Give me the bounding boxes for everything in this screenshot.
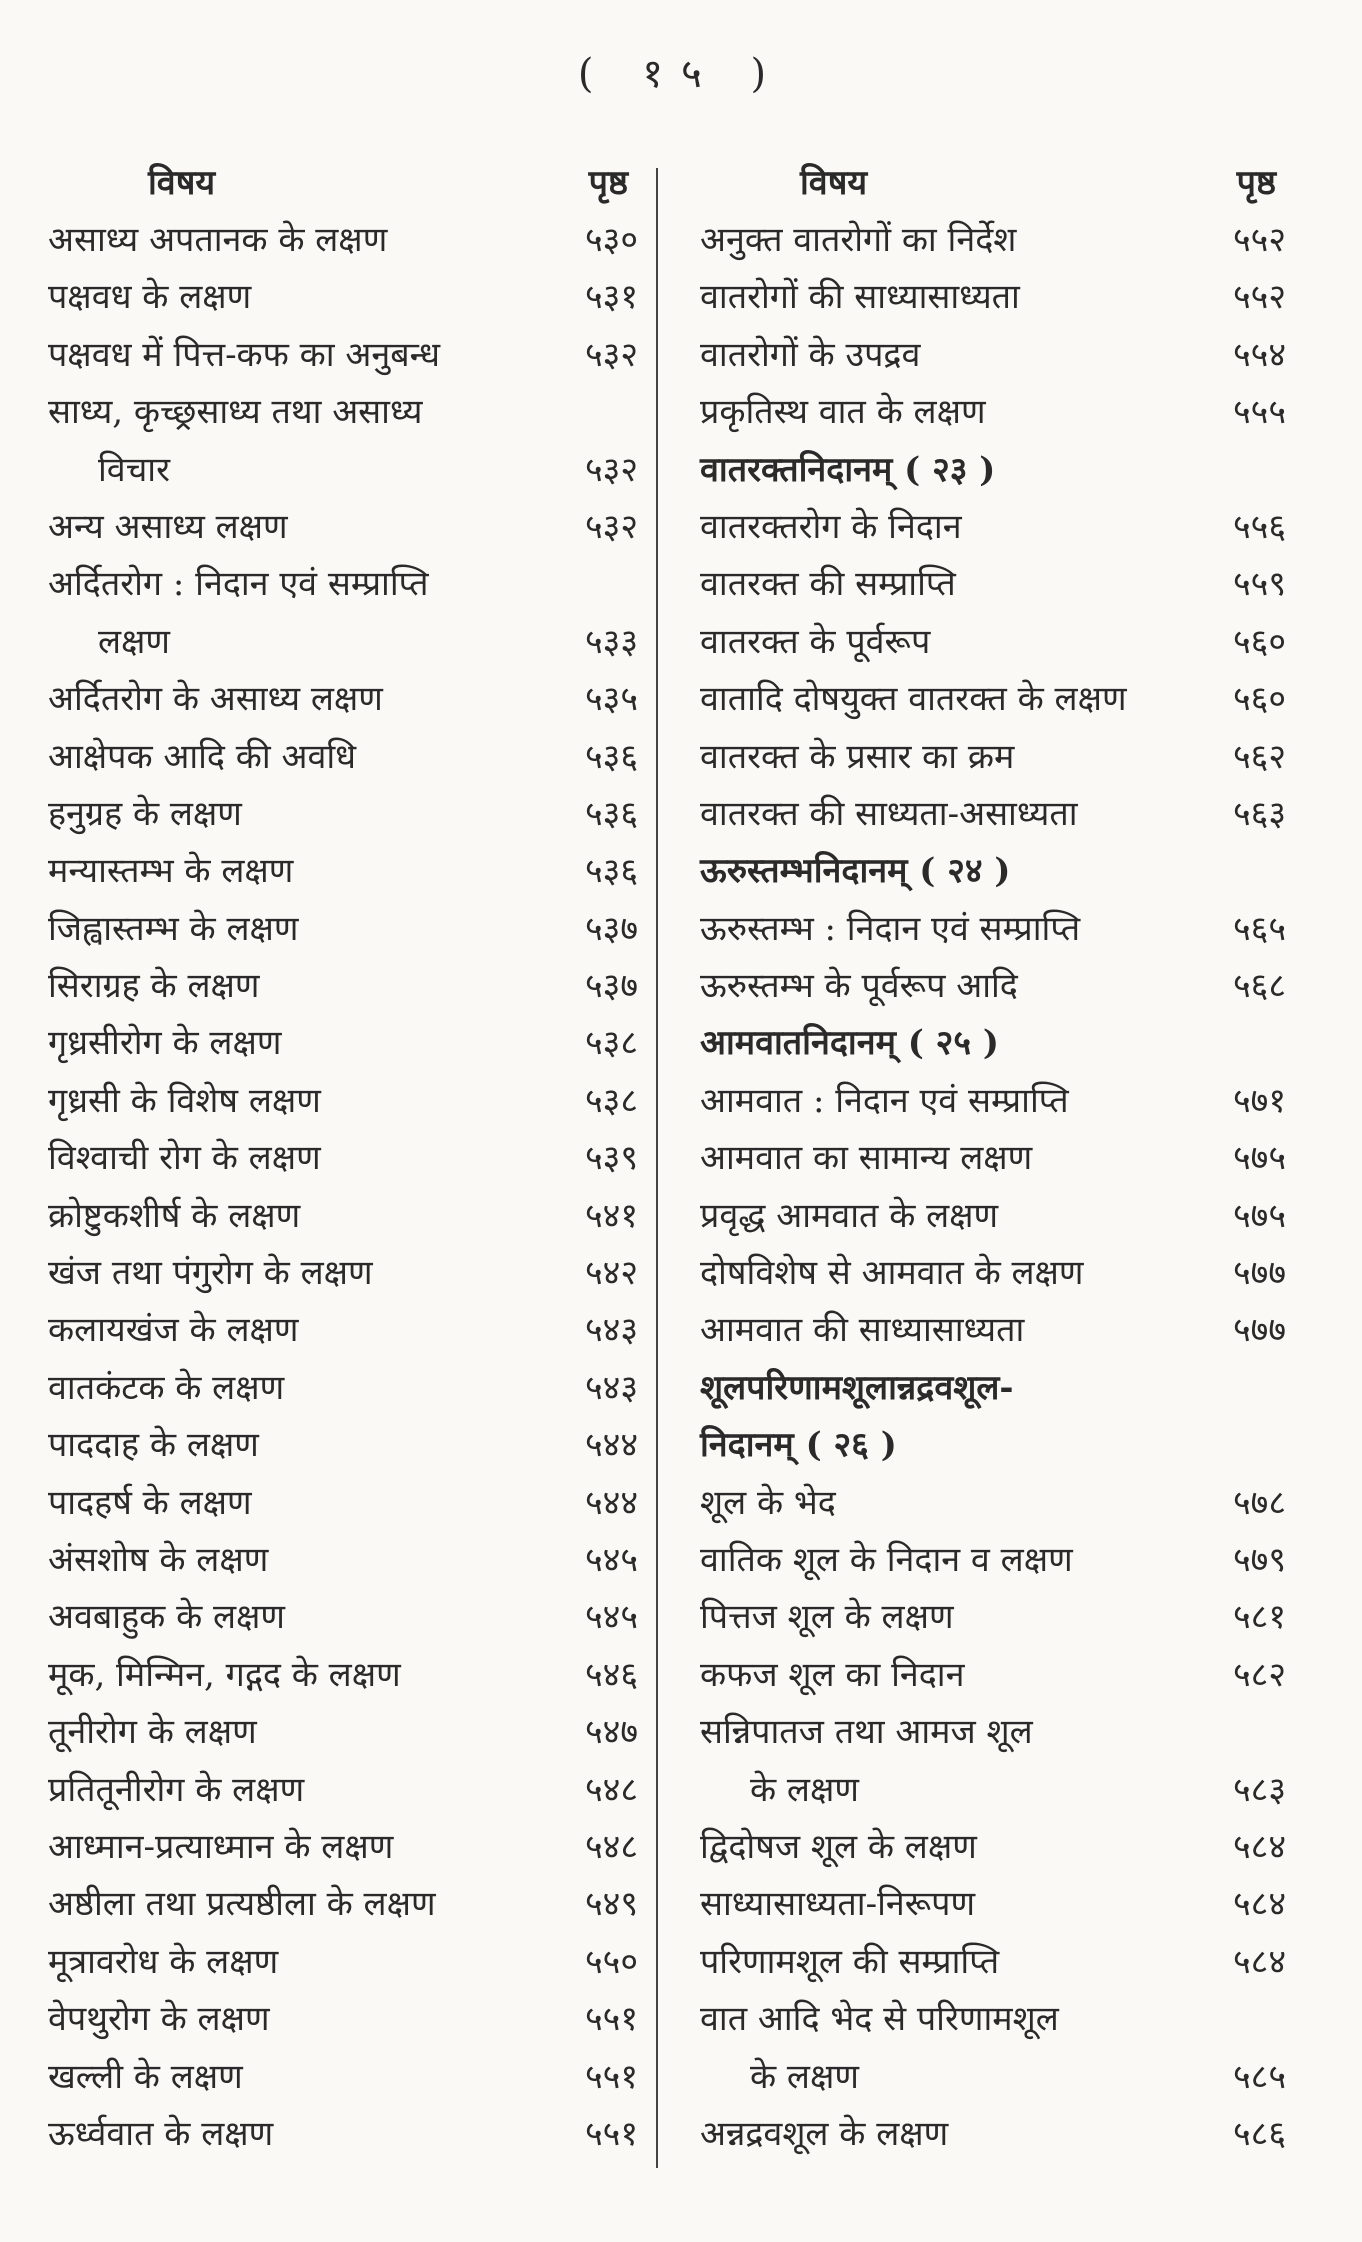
entry-title: जिह्वास्तम्भ के लक्षण <box>48 908 299 949</box>
entry-page-number: ५४६ <box>584 1654 638 1695</box>
entry-page-number: ५४४ <box>584 1482 638 1523</box>
entry-title: विश्वाची रोग के लक्षण <box>48 1138 321 1179</box>
entry-page-number: ५४७ <box>584 1712 638 1753</box>
toc-section-heading <box>700 1015 1286 1072</box>
entry-title: गृध्रसी के विशेष लक्षण <box>48 1080 321 1121</box>
entry-page-number: ५४२ <box>584 1253 638 1294</box>
entry-page-number: ५८४ <box>1232 1826 1286 1867</box>
toc-section-heading <box>700 442 1286 499</box>
entry-page-number: ५३७ <box>584 966 638 1007</box>
toc-entry <box>700 901 1286 958</box>
entry-page-number: ५४८ <box>584 1769 638 1810</box>
toc-entry <box>48 1876 638 1933</box>
toc-entry <box>700 958 1286 1015</box>
entry-title: शूलपरिणामशूलान्नद्रवशूल- <box>700 1367 1014 1408</box>
toc-entry <box>700 729 1286 786</box>
toc-entry <box>700 671 1286 728</box>
entry-page-number: ५६० <box>1232 621 1286 662</box>
entry-title: वातरोगों के उपद्रव <box>700 334 921 375</box>
entry-page-number: ५७८ <box>1232 1482 1286 1523</box>
entry-page-number: ५४८ <box>584 1826 638 1867</box>
left-column-header <box>48 150 638 212</box>
toc-entry <box>700 1647 1286 1704</box>
toc-entry <box>48 442 638 499</box>
toc-entry <box>48 327 638 384</box>
entry-title: प्रकृतिस्थ वात के लक्षण <box>700 392 986 433</box>
entry-page-number: ५४३ <box>584 1367 638 1408</box>
entry-page-number: ५८४ <box>1232 1884 1286 1925</box>
entry-title: वातरक्तनिदानम् ( २३ ) <box>700 449 996 490</box>
entry-title: वेपथुरोग के लक्षण <box>48 1999 270 2040</box>
toc-entry <box>700 499 1286 556</box>
toc-entry <box>700 1302 1286 1359</box>
entry-page-number: ५७७ <box>1232 1253 1286 1294</box>
entry-title: वातरोगों की साध्यासाध्यता <box>700 277 1020 318</box>
entry-page-number: ५७१ <box>1232 1080 1286 1121</box>
entry-title: आमवात : निदान एवं सम्प्राप्ति <box>700 1080 1069 1121</box>
toc-entry <box>700 1762 1286 1819</box>
entry-title: लक्षण <box>98 621 171 662</box>
toc-entry <box>48 671 638 728</box>
entry-title: कलायखंज के लक्षण <box>48 1310 299 1351</box>
toc-entry <box>700 1188 1286 1245</box>
entry-page-number: ५३१ <box>584 277 638 318</box>
entry-page-number: ५५० <box>584 1941 638 1982</box>
entry-page-number: ५४३ <box>584 1310 638 1351</box>
toc-entry <box>48 499 638 556</box>
toc-entry <box>48 1589 638 1646</box>
toc-section-heading <box>700 843 1286 900</box>
toc-entry <box>48 843 638 900</box>
entry-title: वातरक्त की साध्यता-असाध्यता <box>700 793 1078 834</box>
column-divider <box>656 168 658 2168</box>
toc-entry <box>48 1991 638 2048</box>
entry-title: आमवातनिदानम् ( २५ ) <box>700 1023 999 1064</box>
entry-title: ऊरुस्तम्भ : निदान एवं सम्प्राप्ति <box>700 908 1081 949</box>
entry-title: विचार <box>98 449 171 490</box>
toc-entry <box>48 958 638 1015</box>
entry-title: ऊरुस्तम्भ के पूर्वरूप आदि <box>700 966 1018 1007</box>
entry-title: खल्ली के लक्षण <box>48 2056 243 2097</box>
toc-entry <box>700 1475 1286 1532</box>
toc-entry <box>48 1188 638 1245</box>
toc-entry <box>48 1360 638 1417</box>
toc-entry <box>48 1647 638 1704</box>
toc-entry <box>48 1130 638 1187</box>
entry-page-number: ५७९ <box>1232 1539 1286 1580</box>
entry-title: वात आदि भेद से परिणामशूल <box>700 1999 1059 2040</box>
entry-title: साध्य, कृच्छ्रसाध्य तथा असाध्य <box>48 392 423 433</box>
left-entries <box>48 212 638 2163</box>
entry-title: द्विदोषज शूल के लक्षण <box>700 1826 977 1867</box>
entry-page-number: ५३६ <box>584 851 638 892</box>
toc-entry <box>700 1991 1286 2048</box>
entry-page-number: ५६२ <box>1232 736 1286 777</box>
entry-title: गृध्रसीरोग के लक्षण <box>48 1023 282 1064</box>
toc-entry <box>48 1302 638 1359</box>
entry-page-number: ५३८ <box>584 1023 638 1064</box>
entry-title: ऊरुस्तम्भनिदानम् ( २४ ) <box>700 851 1011 892</box>
entry-title: वातरक्त के प्रसार का क्रम <box>700 736 1015 777</box>
entry-page-number: ५५६ <box>1232 506 1286 547</box>
left-column <box>48 150 638 2163</box>
entry-title: आमवात की साध्यासाध्यता <box>700 1310 1025 1351</box>
entry-title: शूल के भेद <box>700 1482 836 1523</box>
entry-title: वातिक शूल के निदान व लक्षण <box>700 1539 1073 1580</box>
right-column-header <box>700 150 1286 212</box>
entry-title: अर्दितरोग : निदान एवं सम्प्राप्ति <box>48 564 429 605</box>
toc-entry <box>48 269 638 326</box>
toc-entry <box>48 614 638 671</box>
entry-title: अष्ठीला तथा प्रत्यष्ठीला के लक्षण <box>48 1884 436 1925</box>
entry-page-number: ५५२ <box>1232 277 1286 318</box>
entry-page-number: ५३६ <box>584 736 638 777</box>
entry-page-number: ५३८ <box>584 1080 638 1121</box>
entry-title: निदानम् ( २६ ) <box>700 1425 897 1466</box>
right-entries <box>700 212 1286 2163</box>
toc-section-heading <box>700 1360 1286 1417</box>
entry-title: परिणामशूल की सम्प्राप्ति <box>700 1941 1000 1982</box>
toc-entry <box>700 2106 1286 2163</box>
toc-entry <box>700 1130 1286 1187</box>
toc-entry <box>700 786 1286 843</box>
entry-title: ऊर्ध्ववात के लक्षण <box>48 2113 274 2154</box>
entry-page-number: ५८१ <box>1232 1597 1286 1638</box>
entry-title: अर्दितरोग के असाध्य लक्षण <box>48 679 383 720</box>
entry-title: पित्तज शूल के लक्षण <box>700 1597 954 1638</box>
page-header: पृष्ठ <box>1236 163 1276 203</box>
toc-entry <box>48 556 638 613</box>
toc-entry <box>700 327 1286 384</box>
entry-page-number: ५४५ <box>584 1539 638 1580</box>
entry-page-number: ५८२ <box>1232 1654 1286 1695</box>
toc-entry <box>700 1704 1286 1761</box>
toc-entry <box>700 269 1286 326</box>
entry-title: मूक, मिन्मिन, गद्गद के लक्षण <box>48 1654 401 1695</box>
entry-title: पक्षवध में पित्त-कफ का अनुबन्ध <box>48 334 440 375</box>
entry-title: सन्निपातज तथा आमज शूल <box>700 1712 1033 1753</box>
entry-title: क्रोष्टुकशीर्ष के लक्षण <box>48 1195 301 1236</box>
toc-entry <box>700 1073 1286 1130</box>
entry-page-number: ५५२ <box>1232 220 1286 260</box>
entry-title: पादहर्ष के लक्षण <box>48 1482 252 1523</box>
subject-header: विषय <box>148 163 216 203</box>
toc-entry <box>700 614 1286 671</box>
toc-entry <box>48 1934 638 1991</box>
entry-page-number: ५८५ <box>1232 2056 1286 2097</box>
entry-page-number: ५७५ <box>1232 1195 1286 1236</box>
entry-page-number: ५५१ <box>584 1999 638 2040</box>
entry-title: हनुग्रह के लक्षण <box>48 793 242 834</box>
entry-title: प्रतितूनीरोग के लक्षण <box>48 1769 305 1810</box>
subject-header: विषय <box>800 163 868 203</box>
entry-page-number: ५३२ <box>584 506 638 547</box>
entry-title: अन्य असाध्य लक्षण <box>48 506 288 547</box>
entry-page-number: ५४५ <box>584 1597 638 1638</box>
right-column <box>700 150 1286 2163</box>
entry-page-number: ५८३ <box>1232 1769 1286 1810</box>
entry-page-number: ५४४ <box>584 1425 638 1466</box>
entry-title: अनुक्त वातरोगों का निर्देश <box>700 220 1017 260</box>
entry-title: कफज शूल का निदान <box>700 1654 965 1695</box>
entry-title: अंसशोष के लक्षण <box>48 1539 269 1580</box>
entry-title: अन्नद्रवशूल के लक्षण <box>700 2113 949 2154</box>
entry-title: के लक्षण <box>750 2056 859 2097</box>
entry-title: दोषविशेष से आमवात के लक्षण <box>700 1253 1084 1294</box>
toc-entry <box>700 1934 1286 1991</box>
entry-page-number: ५६० <box>1232 679 1286 720</box>
entry-page-number: ५३२ <box>584 334 638 375</box>
entry-page-number: ५३९ <box>584 1138 638 1179</box>
entry-page-number: ५८६ <box>1232 2113 1286 2154</box>
entry-title: मूत्रावरोध के लक्षण <box>48 1941 279 1982</box>
page-header: पृष्ठ <box>588 163 628 203</box>
entry-title: आक्षेपक आदि की अवधि <box>48 736 357 777</box>
entry-title: वातकंटक के लक्षण <box>48 1367 285 1408</box>
toc-entry <box>48 1417 638 1474</box>
entry-title: प्रवृद्ध आमवात के लक्षण <box>700 1195 999 1236</box>
entry-title: वातादि दोषयुक्त वातरक्त के लक्षण <box>700 679 1127 720</box>
entry-page-number: ५५५ <box>1232 392 1286 433</box>
entry-page-number: ५५४ <box>1232 334 1286 375</box>
entry-title: अवबाहुक के लक्षण <box>48 1597 286 1638</box>
entry-page-number: ५३३ <box>584 621 638 662</box>
entry-title: वातरक्त की सम्प्राप्ति <box>700 564 956 605</box>
toc-entry <box>700 212 1286 269</box>
entry-title: पाददाह के लक्षण <box>48 1425 259 1466</box>
entry-title: आध्मान-प्रत्याध्मान के लक्षण <box>48 1826 394 1867</box>
entry-page-number: ५३० <box>584 220 638 260</box>
entry-page-number: ५५९ <box>1232 564 1286 605</box>
toc-entry <box>700 1245 1286 1302</box>
entry-page-number: ५३२ <box>584 449 638 490</box>
toc-entry <box>48 1015 638 1072</box>
toc-entry <box>48 1819 638 1876</box>
toc-entry <box>48 212 638 269</box>
entry-title: खंज तथा पंगुरोग के लक्षण <box>48 1253 373 1294</box>
entry-title: आमवात का सामान्य लक्षण <box>700 1138 1033 1179</box>
entry-title: मन्यास्तम्भ के लक्षण <box>48 851 294 892</box>
entry-page-number: ५५१ <box>584 2113 638 2154</box>
entry-page-number: ५३७ <box>584 908 638 949</box>
entry-page-number: ५७७ <box>1232 1310 1286 1351</box>
toc-entry <box>48 1762 638 1819</box>
toc-entry <box>700 1589 1286 1646</box>
entry-page-number: ५४९ <box>584 1884 638 1925</box>
entry-page-number: ५५१ <box>584 2056 638 2097</box>
toc-section-heading <box>700 1417 1286 1474</box>
toc-entry <box>700 2049 1286 2106</box>
toc-entry <box>48 1073 638 1130</box>
toc-entry <box>48 1532 638 1589</box>
entry-title: सिराग्रह के लक्षण <box>48 966 260 1007</box>
toc-entry <box>48 2049 638 2106</box>
entry-title: वातरक्तरोग के निदान <box>700 506 962 547</box>
toc-entry <box>700 556 1286 613</box>
entry-title: के लक्षण <box>750 1769 859 1810</box>
entry-title: पक्षवध के लक्षण <box>48 277 252 318</box>
toc-entry <box>700 1532 1286 1589</box>
entry-page-number: ५३५ <box>584 679 638 720</box>
toc-entry <box>48 1704 638 1761</box>
toc-entry <box>48 901 638 958</box>
entry-title: तूनीरोग के लक्षण <box>48 1712 257 1753</box>
entry-page-number: ५४१ <box>584 1195 638 1236</box>
toc-entry <box>48 1245 638 1302</box>
entry-page-number: ५३६ <box>584 793 638 834</box>
toc-entry <box>700 1819 1286 1876</box>
entry-page-number: ५६५ <box>1232 908 1286 949</box>
page-number: ( १५ ) <box>577 51 785 97</box>
entry-title: वातरक्त के पूर्वरूप <box>700 621 931 662</box>
entry-title: साध्यासाध्यता-निरूपण <box>700 1884 976 1925</box>
toc-entry <box>48 786 638 843</box>
toc-entry <box>48 2106 638 2163</box>
entry-page-number: ५७५ <box>1232 1138 1286 1179</box>
entry-page-number: ५६८ <box>1232 966 1286 1007</box>
entry-title: असाध्य अपतानक के लक्षण <box>48 220 388 260</box>
toc-entry <box>48 384 638 441</box>
entry-page-number: ५६३ <box>1232 793 1286 834</box>
toc-entry <box>48 1475 638 1532</box>
toc-entry <box>700 384 1286 441</box>
entry-page-number: ५८४ <box>1232 1941 1286 1982</box>
toc-entry <box>700 1876 1286 1933</box>
toc-entry <box>48 729 638 786</box>
